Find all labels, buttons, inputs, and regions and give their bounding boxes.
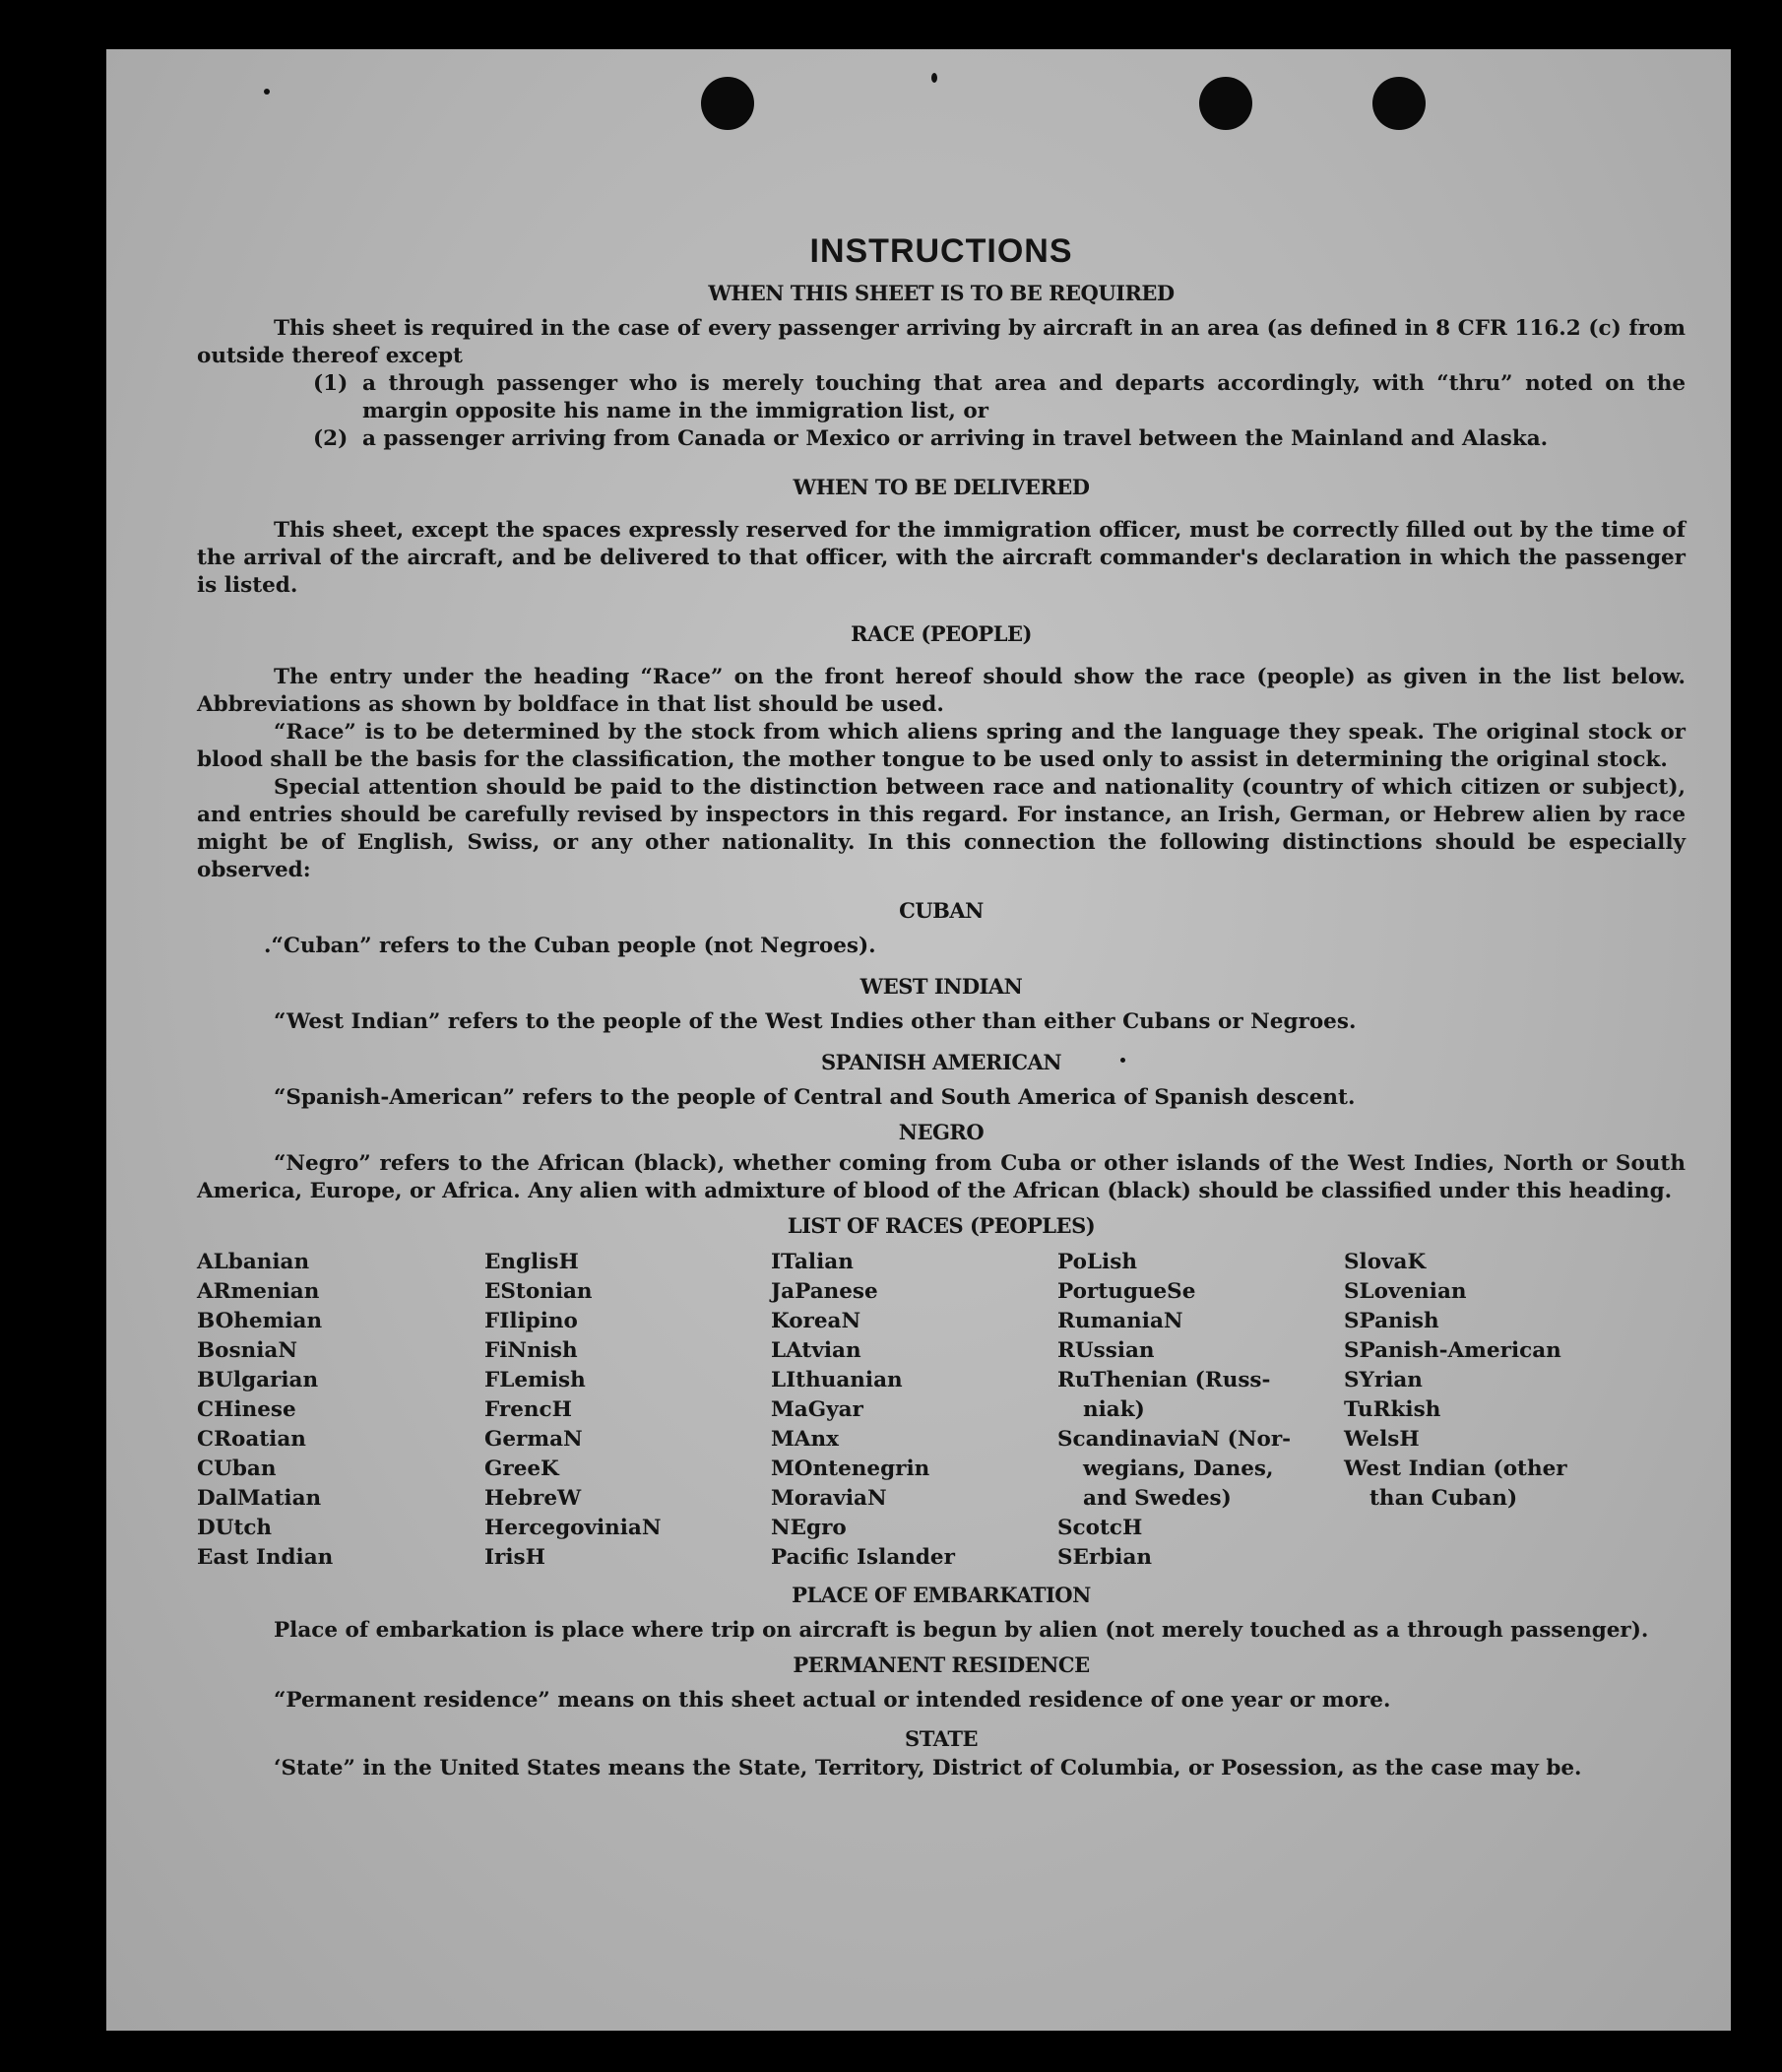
races-column — [1057, 1248, 1344, 1573]
race-entry: ITalian — [771, 1250, 854, 1274]
race-entry: FLemish — [484, 1368, 586, 1392]
races-column — [197, 1248, 484, 1573]
race-entry: MoraviaN — [771, 1486, 887, 1511]
state-text: ‘State” in the United States means the State, Territory, District of Columbia, or Posession, as the case may be. — [274, 1756, 1582, 1781]
race-entry: JaPanese — [771, 1279, 878, 1304]
race-entry: PoLish — [1057, 1250, 1137, 1274]
race-entry: ScotcH — [1057, 1516, 1143, 1540]
punch-hole — [1372, 77, 1426, 130]
race-entry: NEgro — [771, 1516, 847, 1540]
race-entry: HebreW — [484, 1486, 582, 1511]
race-entry: FiNnish — [484, 1338, 578, 1363]
race-entry: KoreaN — [771, 1309, 861, 1333]
race-entry: LIthuanian — [771, 1368, 903, 1392]
race-entry: MaGyar — [771, 1397, 863, 1422]
section-heading-state: STATE — [905, 1726, 978, 1751]
section-heading-spanish-american: SPANISH AMERICAN — [820, 1050, 1062, 1074]
section-heading-race: RACE (PEOPLE) — [851, 621, 1032, 646]
race-entry: ScandinaviaN (Nor- — [1057, 1427, 1292, 1452]
item-number: (1) — [313, 371, 349, 396]
spanish-american-text: “Spanish-American” refers to the people of Central and South America of Spanish descent. — [274, 1085, 1356, 1110]
race-entry: PortugueSe — [1057, 1279, 1196, 1304]
race-entry: ARmenian — [197, 1279, 320, 1304]
race-entry: IrisH — [484, 1545, 545, 1570]
list-item — [197, 425, 1686, 453]
race-entry: TuRkish — [1344, 1397, 1441, 1422]
item-number: (2) — [313, 426, 349, 451]
race-entry: SPanish-American — [1344, 1338, 1561, 1363]
races-list — [197, 1248, 1686, 1573]
section-heading-delivered: WHEN TO BE DELIVERED — [793, 475, 1090, 499]
race-entry: EnglisH — [484, 1250, 579, 1274]
race-entry: FIlipino — [484, 1309, 578, 1333]
race-entry: CUban — [197, 1457, 277, 1481]
races-column — [771, 1248, 1057, 1573]
page-title: INSTRUCTIONS — [809, 232, 1073, 270]
race-entry: SYrian — [1344, 1368, 1423, 1392]
race-entry: BosniaN — [197, 1338, 297, 1363]
section-heading-races-list: LIST OF RACES (PEOPLES) — [787, 1213, 1096, 1238]
required-intro: This sheet is required in the case of every passenger arriving by aircraft in an area (as defined in 8 CFR 116.2 (c) from outside thereof except — [197, 316, 1686, 368]
section-heading-embarkation: PLACE OF EMBARKATION — [792, 1583, 1091, 1607]
race-entry-continued: niak) — [1083, 1397, 1145, 1422]
embarkation-text: Place of embarkation is place where trip on aircraft is begun by alien (not merely touched as a through passenger). — [274, 1618, 1649, 1643]
race-paragraph-1: The entry under the heading “Race” on the front hereof should show the race (people) as given in the list below. Abbreviations as shown by boldface in that list should be used. — [197, 665, 1686, 717]
race-entry: Pacific Islander — [771, 1545, 955, 1570]
punch-hole — [701, 77, 754, 130]
list-item — [197, 370, 1686, 425]
race-paragraph-3: Special attention should be paid to the distinction between race and nationality (country of which citizen or subject), and entries should be carefully revised by inspectors in this regard. For instance, an Irish, German, or Hebrew alien by race might be of English, Swiss, or any other nationality. In this connection the following distinctions should be especially observed: — [197, 775, 1686, 882]
race-entry: FrencH — [484, 1397, 572, 1422]
speck — [264, 89, 270, 95]
race-entry: GermaN — [484, 1427, 583, 1452]
race-entry: East Indian — [197, 1545, 334, 1570]
section-heading-negro: NEGRO — [898, 1120, 985, 1144]
race-entry: RUssian — [1057, 1338, 1155, 1363]
section-heading-west-indian: WEST INDIAN — [859, 974, 1023, 999]
section-heading-required: WHEN THIS SHEET IS TO BE REQUIRED — [708, 281, 1175, 305]
punch-hole — [1199, 77, 1252, 130]
race-entry: GreeK — [484, 1457, 559, 1481]
negro-text: “Negro” refers to the African (black), whether coming from Cuba or other islands of the West Indies, North or South America, Europe, or Africa. Any alien with admixture of blood of the African (black) should be classified under this heading. — [197, 1151, 1686, 1203]
section-heading-cuban: CUBAN — [899, 898, 984, 923]
races-column — [484, 1248, 771, 1573]
speck — [1120, 1058, 1125, 1063]
race-entry-continued: than Cuban) — [1369, 1486, 1518, 1511]
exception-list — [197, 370, 1686, 453]
race-entry: SPanish — [1344, 1309, 1439, 1333]
race-entry: MAnx — [771, 1427, 839, 1452]
race-entry: DalMatian — [197, 1486, 322, 1511]
race-entry: SLovenian — [1344, 1279, 1467, 1304]
race-entry: SlovaK — [1344, 1250, 1427, 1274]
race-entry: CHinese — [197, 1397, 296, 1422]
race-entry: BUlgarian — [197, 1368, 319, 1392]
race-entry: CRoatian — [197, 1427, 306, 1452]
races-column — [1344, 1248, 1639, 1573]
race-entry-continued: wegians, Danes, — [1083, 1457, 1274, 1481]
speck — [931, 73, 937, 83]
item-text: a passenger arriving from Canada or Mexico or arriving in travel between the Mainland and Alaska. — [362, 426, 1549, 451]
race-entry: EStonian — [484, 1279, 593, 1304]
race-entry: DUtch — [197, 1516, 273, 1540]
race-entry: ALbanian — [197, 1250, 310, 1274]
delivered-text: This sheet, except the spaces expressly reserved for the immigration officer, must be correctly filled out by the time of the arrival of the aircraft, and be delivered to that officer, with the aircraft commander's declaration in which the passenger is listed. — [197, 518, 1686, 598]
race-entry: HercegoviniaN — [484, 1516, 662, 1540]
race-entry: WelsH — [1344, 1427, 1420, 1452]
instruction-sheet — [106, 49, 1731, 2031]
race-entry: West Indian (other — [1344, 1457, 1567, 1481]
residence-text: “Permanent residence” means on this sheet actual or intended residence of one year or more. — [274, 1688, 1391, 1713]
cuban-text: .“Cuban” refers to the Cuban people (not Negroes). — [264, 934, 876, 958]
race-entry: RuThenian (Russ- — [1057, 1368, 1271, 1392]
item-text: a through passenger who is merely touching that area and departs accordingly, with “thru” noted on the margin opposite his name in the immigration list, or — [362, 371, 1686, 423]
west-indian-text: “West Indian” refers to the people of the West Indies other than either Cubans or Negroes. — [274, 1009, 1357, 1034]
race-entry: LAtvian — [771, 1338, 861, 1363]
race-entry: SErbian — [1057, 1545, 1153, 1570]
race-entry-continued: and Swedes) — [1083, 1486, 1232, 1511]
section-heading-residence: PERMANENT RESIDENCE — [793, 1652, 1090, 1677]
race-entry: MOntenegrin — [771, 1457, 930, 1481]
race-entry: BOhemian — [197, 1309, 323, 1333]
race-paragraph-2: “Race” is to be determined by the stock from which aliens spring and the language they speak. The original stock or blood shall be the basis for the classification, the mother tongue to be used only to assist in determining the original stock. — [197, 720, 1686, 772]
race-entry: RumaniaN — [1057, 1309, 1183, 1333]
